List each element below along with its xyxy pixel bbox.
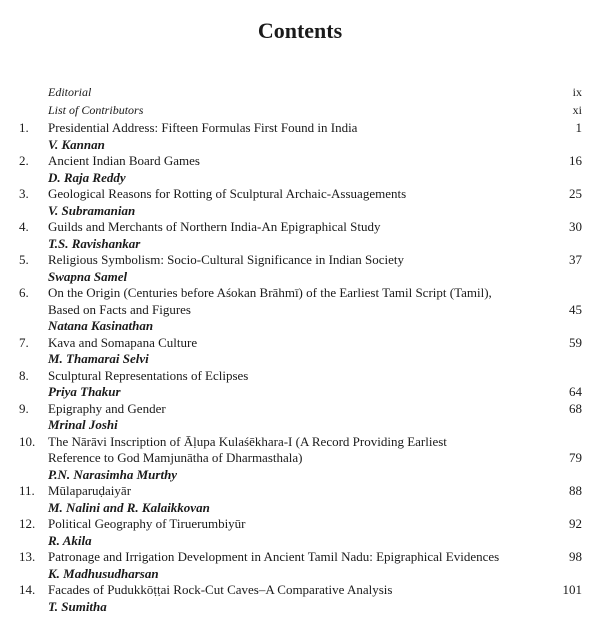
- entry-title: Political Geography of Tiruerumbiyūr: [48, 516, 246, 531]
- entry-title: Ancient Indian Board Games: [48, 153, 200, 168]
- entry-number: 1.: [19, 120, 29, 135]
- entry-number: 3.: [19, 186, 29, 201]
- page-number: 68: [569, 400, 582, 416]
- entry-number: 14.: [19, 582, 36, 597]
- entry-title: Editorial: [48, 85, 92, 99]
- entry-title: Patronage and Irrigation Development in Ancient Tamil Nadu: Epigraphical Evidences: [48, 549, 500, 564]
- page-number: 30: [569, 219, 582, 234]
- entry-number: 8.: [19, 367, 29, 383]
- page-number: 101: [562, 582, 582, 597]
- entry-title: The Nārāvi Inscription of Āḷupa Kulaśēkhara-I (A Record Providing Earliest: [48, 433, 447, 449]
- entry-title: Mūlaparuḍaiyār: [48, 483, 132, 498]
- entry-title: Guilds and Merchants of Northern India-An Epigraphical Study: [48, 219, 381, 234]
- toc-entry[interactable]: [0, 252, 600, 285]
- entry-title: Geological Reasons for Rotting of Sculptural Archaic-Assuagements: [48, 186, 407, 201]
- entry-title: Kava and Somapana Culture: [48, 334, 198, 350]
- page-number: 79: [569, 450, 582, 465]
- page-number: 92: [569, 516, 582, 531]
- toc-entry[interactable]: [0, 516, 600, 549]
- entry-number: 5.: [19, 252, 29, 267]
- page-number: ix: [572, 85, 582, 99]
- entry-author: M. Thamarai Selvi: [48, 351, 149, 366]
- entry-author: Mrinal Joshi: [48, 417, 118, 432]
- entry-author: V. Kannan: [48, 136, 105, 152]
- toc-entry[interactable]: [0, 483, 600, 516]
- entry-author: P.N. Narasimha Murthy: [48, 466, 178, 482]
- entry-title: List of Contributors: [48, 103, 144, 117]
- entry-number: 6.: [19, 285, 29, 300]
- toc-entry[interactable]: [0, 582, 600, 615]
- entry-number: 10.: [19, 433, 36, 449]
- toc-entry[interactable]: [0, 285, 600, 335]
- toc-entry[interactable]: [0, 335, 600, 368]
- entry-title: Epigraphy and Gender: [48, 400, 166, 416]
- page-number: xi: [572, 103, 582, 117]
- toc-entry[interactable]: [0, 153, 600, 186]
- entry-title: Reference to God Mamjunātha of Dharmasthala): [48, 450, 303, 465]
- entry-title: Sculptural Representations of Eclipses: [48, 367, 249, 383]
- page-number: 1: [575, 120, 582, 135]
- entry-author: Swapna Samel: [48, 268, 128, 284]
- entry-number: 2.: [19, 153, 29, 168]
- entry-author: M. Nalini and R. Kalaikkovan: [48, 499, 210, 515]
- toc-entry[interactable]: [0, 549, 600, 582]
- entry-number: 7.: [19, 334, 29, 350]
- entry-title: Presidential Address: Fifteen Formulas First Found in India: [48, 120, 358, 135]
- page-number: 16: [569, 153, 582, 168]
- toc-entry[interactable]: [0, 434, 600, 484]
- entry-title: Based on Facts and Figures: [48, 301, 191, 317]
- toc-entry[interactable]: [0, 401, 600, 434]
- entry-author: R. Akila: [48, 532, 92, 548]
- entry-number: 9.: [19, 400, 29, 416]
- entry-number: 11.: [19, 483, 35, 498]
- entry-number: 4.: [19, 219, 29, 234]
- entry-title: Facades of Pudukkōṭṭai Rock-Cut Caves–A Comparative Analysis: [48, 582, 393, 597]
- entry-number: 13.: [19, 549, 36, 564]
- entry-title: Religious Symbolism: Socio-Cultural Significance in Indian Society: [48, 252, 405, 267]
- page-number: 45: [569, 301, 582, 317]
- toc-entry-contributors[interactable]: [48, 103, 582, 118]
- page-number: 37: [569, 252, 582, 267]
- toc-entry[interactable]: [0, 368, 600, 401]
- entry-author: V. Subramanian: [48, 202, 136, 218]
- toc-entry[interactable]: [0, 219, 600, 252]
- entry-author: D. Raja Reddy: [48, 169, 126, 185]
- page-number: 64: [569, 384, 582, 399]
- toc-entry[interactable]: [0, 186, 600, 219]
- toc-entry-editorial[interactable]: [48, 85, 582, 100]
- entry-title: On the Origin (Centuries before Aśokan Brāhmī) of the Earliest Tamil Script (Tamil),: [48, 285, 492, 300]
- entry-author: T. Sumitha: [48, 598, 107, 614]
- page-number: 98: [569, 549, 582, 564]
- entry-author: K. Madhusudharsan: [48, 565, 159, 581]
- entry-author: Priya Thakur: [48, 384, 121, 399]
- page-number: 59: [569, 334, 582, 350]
- toc-entry[interactable]: [0, 120, 600, 153]
- page-number: 25: [569, 186, 582, 201]
- entry-number: 12.: [19, 516, 36, 531]
- page-number: 88: [569, 483, 582, 498]
- entry-author: Natana Kasinathan: [48, 318, 154, 333]
- entry-author: T.S. Ravishankar: [48, 235, 141, 251]
- toc-entries: [0, 120, 600, 615]
- page-title: Contents: [257, 18, 343, 43]
